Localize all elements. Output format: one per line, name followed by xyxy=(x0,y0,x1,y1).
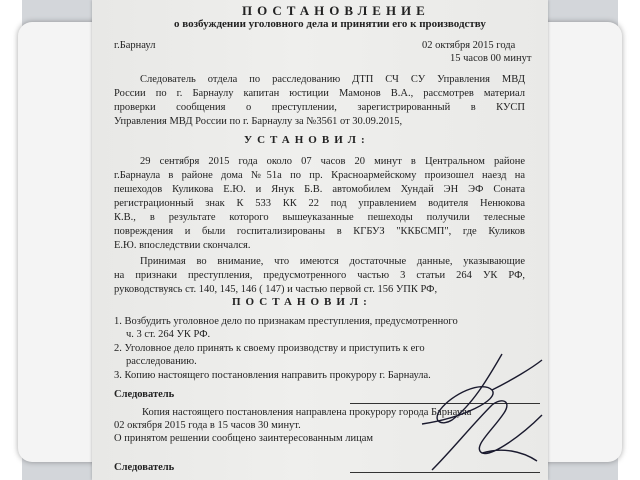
document-date: 02 октября 2015 года xyxy=(422,40,516,51)
resolution-line: 3. Копию настоящего постановления направить прокурору г. Барнаула. xyxy=(114,370,431,381)
facts-line: регистрационный знак К 533 КК 22 под управлением водителя Ненюкова xyxy=(114,198,525,209)
grounds-line: на признаки преступления, предусмотренного частью 3 статьи 264 УК РФ, xyxy=(114,270,525,281)
resolution-line: расследованию. xyxy=(126,356,197,367)
signature-label-2: Следователь xyxy=(114,462,175,473)
document-page xyxy=(92,0,548,480)
copy-note-line: О принятом решении сообщено заинтересованным лицам xyxy=(114,433,373,444)
document-time: 15 часов 00 минут xyxy=(450,53,532,64)
established-heading: УСТАНОВИЛ: xyxy=(244,134,370,146)
city: г.Барнаул xyxy=(114,40,156,51)
intro-line: Управления МВД России по г. Барнаулу за №3561 от 30.09.2015, xyxy=(114,116,403,127)
handwritten-signature-2 xyxy=(412,395,548,475)
grounds-line: руководствуясь ст. 140, 145, 146 ( 147) и частью первой ст. 156 УПК РФ, xyxy=(114,284,438,295)
resolution-line: 2. Уголовное дело принять к своему производству и приступить к его xyxy=(114,343,425,354)
facts-line: пешеходов Куликова Е.Ю. и Янук Б.В. автомобилем Хундай ЭН ЭФ Соната xyxy=(114,184,525,195)
facts-line: Е.Ю. впоследствии скончался. xyxy=(114,240,251,251)
resolved-heading: ПОСТАНОВИЛ: xyxy=(232,296,372,308)
document-subtitle: о возбуждении уголовного дела и принятии его к производству xyxy=(174,18,486,30)
copy-note-line: Копия настоящего постановления направлена прокурору города Барнаула xyxy=(142,407,472,418)
facts-line: повреждения и были госпитализированы в КГБУЗ "ККБСМП", где Куликов xyxy=(114,226,525,237)
facts-line: г.Барнаула в районе дома №51а по пр. Красноармейскому произошел наезд на xyxy=(114,170,525,181)
resolution-line: ч. 3 ст. 264 УК РФ. xyxy=(126,329,211,340)
intro-line: проверки сообщения о преступлении, зарегистрированный в КУСП xyxy=(114,102,525,113)
copy-note-line: 02 октября 2015 года в 15 часов 30 минут. xyxy=(114,420,301,431)
document-title: ПОСТАНОВЛЕНИЕ xyxy=(242,3,430,18)
intro-line: России по г. Барнаулу капитан юстиции Мамонов В.А., рассмотрев материал xyxy=(114,88,525,99)
resolution-line: 1. Возбудить уголовное дело по признакам преступления, предусмотренного xyxy=(114,316,458,327)
intro-line: Следователь отдела по расследованию ДТП СЧ СУ Управления МВД xyxy=(140,74,525,85)
facts-line: 29 сентября 2015 года около 07 часов 20 минут в Центральном районе xyxy=(140,156,525,167)
grounds-line: Принимая во внимание, что имеются достаточные данные, указывающие xyxy=(140,256,525,267)
signature-label-1: Следователь xyxy=(114,389,175,400)
facts-line: К.В., в результате которого вышеуказанные пешеходы получили телесные xyxy=(114,212,525,223)
